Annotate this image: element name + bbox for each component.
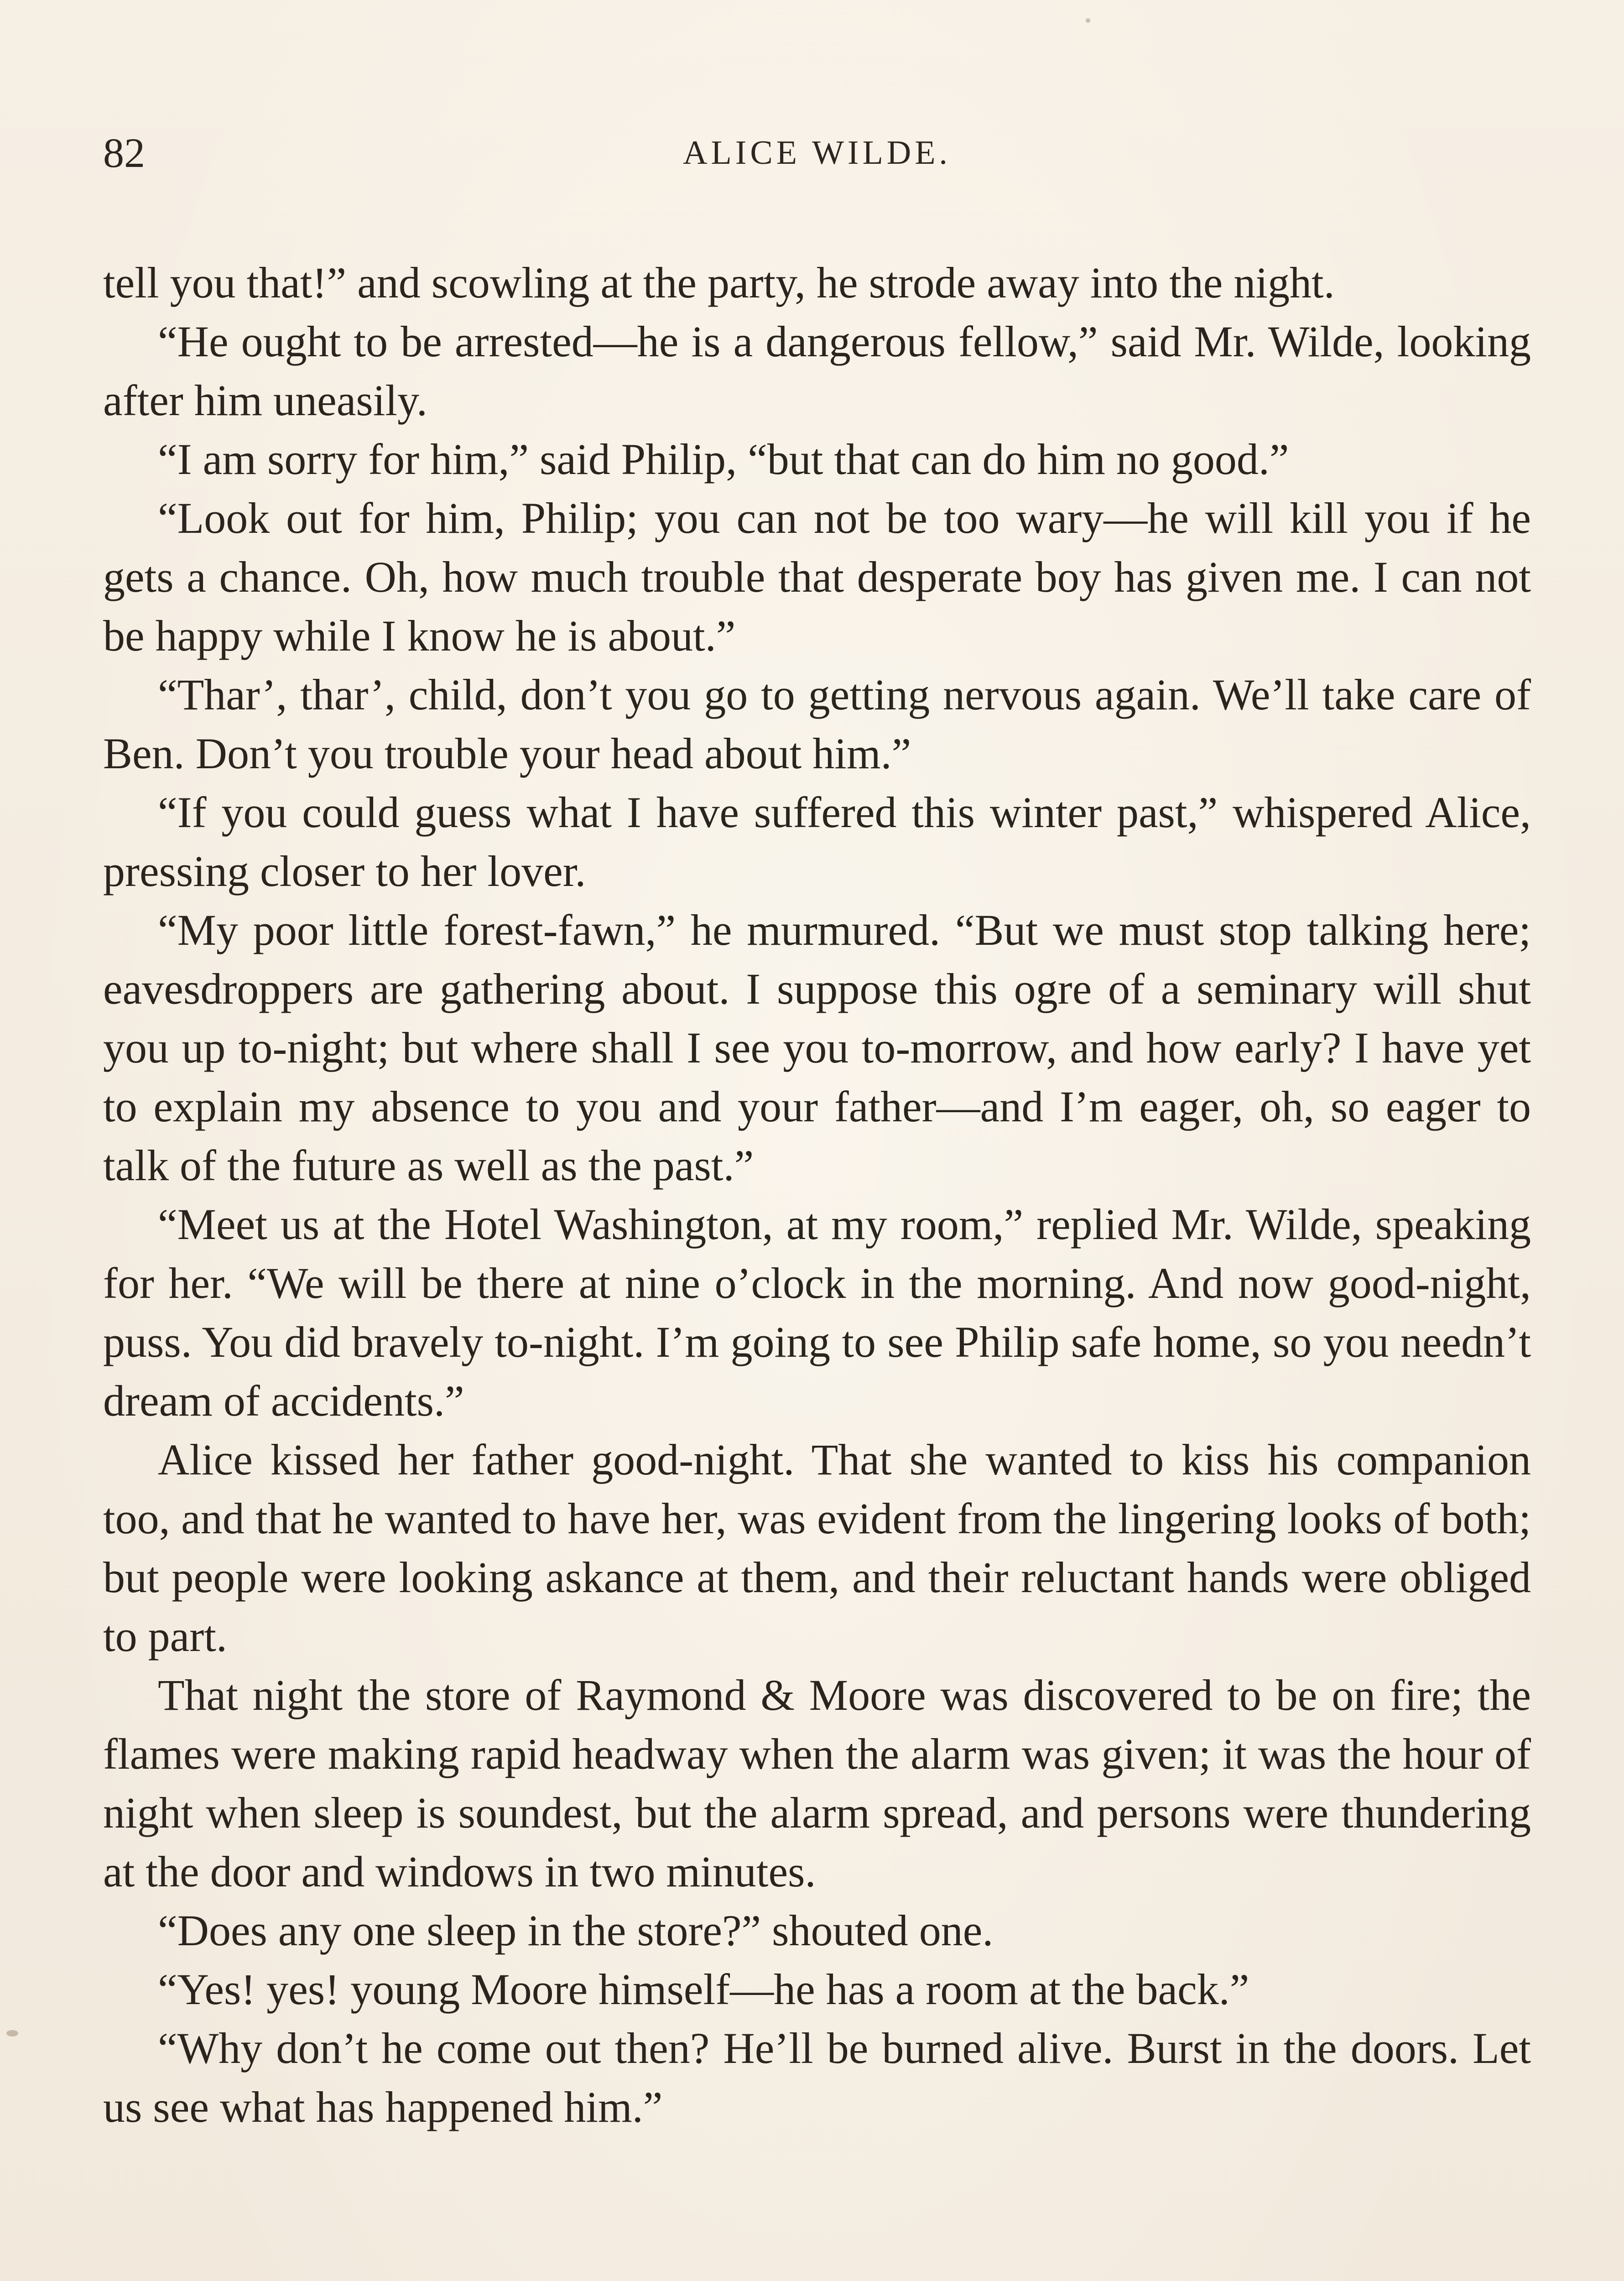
page-number: 82 <box>103 130 145 176</box>
paragraph: “If you could guess what I have suffered this winter past,” whispered Alice, pressing closer to her lover. <box>103 788 1531 896</box>
paragraph: “Thar’, thar’, child, don’t you go to getting nervous again. We’ll take care of Ben. Don’t you trouble your head about him.” <box>103 670 1531 778</box>
paragraph: Alice kissed her father good-night. That she wanted to kiss his companion too, and that he wanted to have her, was evident from the lingering looks of both; but people were looking askance at them, and their reluctant hands were obliged to part. <box>103 1435 1531 1661</box>
body-text <box>103 253 1531 2281</box>
paragraph: “Meet us at the Hotel Washington, at my room,” replied Mr. Wilde, speaking for her. “We will be there at nine o’clock in the morning. And now good-night, puss. You did bravely to-night. I’m going to see Philip safe home, so you needn’t dream of accidents.” <box>103 1200 1531 1425</box>
paragraph: “I am sorry for him,” said Philip, “but that can do him no good.” <box>158 435 1289 484</box>
paper-smudge <box>6 2030 18 2036</box>
paragraph: “Yes! yes! young Moore himself—he has a room at the back.” <box>158 1965 1249 2014</box>
paragraph: “My poor little forest-fawn,” he murmured. “But we must stop talking here; eavesdroppers are gathering about. I suppose this ogre of a seminary will shut you up to-night; but where shall I see you to-morrow, and how early? I have yet to explain my absence to you and your father—and I’m eager, oh, so eager to talk of the future as well as the past.” <box>103 906 1531 1190</box>
paper-smudge <box>1086 18 1090 23</box>
paragraph: tell you that!” and scowling at the party, he strode away into the night. <box>103 258 1335 307</box>
paragraph: That night the store of Raymond & Moore was discovered to be on fire; the flames were making rapid headway when the alarm was given; it was the hour of night when sleep is soundest, but the alarm spread, and persons were thundering at the door and windows in two minutes. <box>103 1671 1531 1896</box>
page-header <box>103 123 1531 182</box>
paragraph: “Does any one sleep in the store?” shouted one. <box>158 1906 994 1955</box>
paragraph: “Look out for him, Philip; you can not be too wary—he will kill you if he gets a chance. Oh, how much trouble that desperate boy has given me. I can not be happy while I know he is about.” <box>103 494 1531 660</box>
paragraph: “He ought to be arrested—he is a dangerous fellow,” said Mr. Wilde, looking after him uneasily. <box>103 317 1531 425</box>
running-title: ALICE WILDE. <box>683 134 951 172</box>
paragraph: “Why don’t he come out then? He’ll be burned alive. Burst in the doors. Let us see what has happened him.” <box>103 2024 1531 2131</box>
